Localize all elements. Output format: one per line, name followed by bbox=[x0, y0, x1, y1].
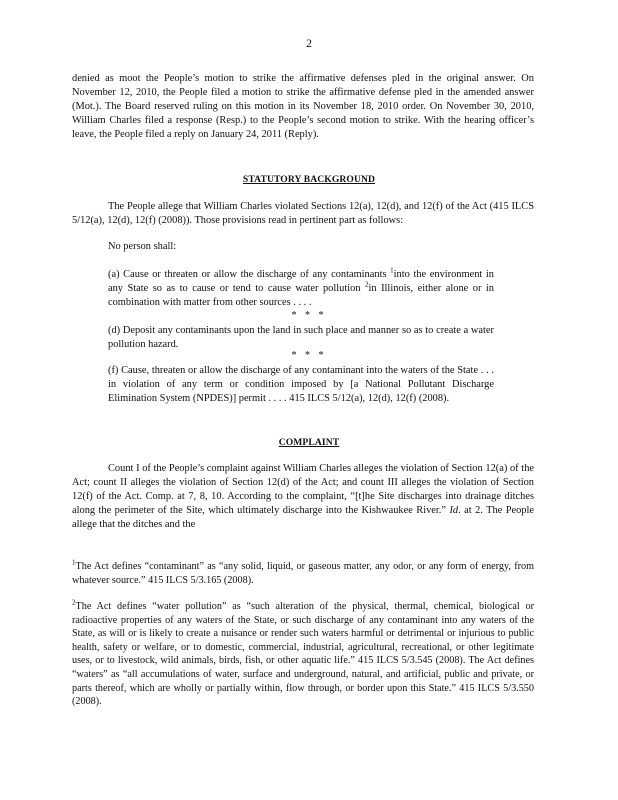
footnote-2 bbox=[72, 600, 534, 709]
footnote-ref-1: 1 bbox=[390, 266, 394, 275]
quote-a-text-2: into the environment in any State so as to cause or tend to cause water pollution bbox=[108, 269, 494, 294]
quote-subsection-f: (f) Cause, threaten or allow the discharge of any contaminant into the waters of the State . . . in violation of any term or condition imposed by [a National Pollutant Discharge Elimination System (NPDES)] permit . . . . 415 ILCS 5/12(a), 12(d), 12(f) (2008). bbox=[108, 365, 494, 404]
complaint-text-1: Count I of the People’s complaint against William Charles alleges the violation of Section 12(a) of the Act; count II alleges the violation of Section 12(d) of the Act; and count III alleges the violation of Section 12(f) of the Act. Comp. at 7, 8, 10. According to the complaint, “[t]he Site discharges into drainage ditches along the perimeter of the Site, which ultimately discharge into the Kishwaukee River.” bbox=[72, 463, 534, 516]
footnote-1 bbox=[72, 560, 534, 587]
quote-subsection-d: (d) Deposit any contaminants upon the land in such place and manner so as to create a water pollution hazard. bbox=[108, 325, 494, 350]
footnote-ref-2: 2 bbox=[365, 280, 369, 289]
footnote-1-mark: 1 bbox=[72, 558, 76, 567]
complaint-id-cite: Id bbox=[449, 504, 459, 516]
complaint-paragraph bbox=[72, 462, 534, 532]
no-person-line: No person shall: bbox=[108, 241, 177, 252]
section-stars-1: * * * bbox=[291, 310, 327, 321]
heading-statutory-background: STATUTORY BACKGROUND bbox=[242, 174, 376, 185]
intro-paragraph: denied as moot the People’s motion to strike the affirmative defenses pled in the original answer. On November 12, 2010, the People filed a motion to strike the affirmative defense pled in the amended answer (Mot.). The Board reserved ruling on this motion in its November 18, 2010 order. On November 30, 2010, William Charles filed a response (Resp.) to the People’s second motion to strike. With the hearing officer’s leave, the People filed a reply on January 24, 2011 (Reply). bbox=[72, 73, 534, 140]
page-number: 2 bbox=[306, 36, 312, 50]
quote-a-text-1: (a) Cause or threaten or allow the discharge of any contaminants bbox=[108, 269, 387, 280]
footnote-2-text: The Act defines “water pollution” as “such alteration of the physical, thermal, chemical, biological or radioactive properties of any waters of the State, or such discharge of any contaminant into any waters of the State, as will or is likely to create a nuisance or render such waters harmful or detrimental or injurious to public health, safety or welfare, or to domestic, commercial, industrial, agricultural, recreational, or other legitimate uses, or to livestock, wild animals, birds, fish, or other aquatic life.” 415 ILCS 5/3.545 (2008). The Act defines “waters” as “all accumulations of water, surface and underground, natural, and artificial, public and private, or parts thereof, which are wholly or partially within, flow through, or border upon this State.” 415 ILCS 5/3.550 (2008). bbox=[72, 601, 534, 708]
complaint-text-2: . at 2. The People allege that the ditches and the bbox=[72, 504, 534, 530]
footnote-1-text: The Act defines “contaminant” as “any solid, liquid, or gaseous matter, any odor, or any form of energy, from whatever source.” 415 ILCS 5/3.165 (2008). bbox=[72, 561, 534, 586]
quote-subsection-a bbox=[108, 268, 494, 310]
section-stars-2: * * * bbox=[291, 350, 327, 361]
statutory-paragraph: The People allege that William Charles violated Sections 12(a), 12(d), and 12(f) of the Act (415 ILCS 5/12(a), 12(d), 12(f) (2008)). Those provisions read in pertinent part as follows: bbox=[72, 201, 534, 226]
heading-complaint: COMPLAINT bbox=[278, 437, 340, 448]
quote-a-text-3: in Illinois, either alone or in combination with matter from other sources . . . . bbox=[108, 282, 494, 308]
footnote-2-mark: 2 bbox=[72, 598, 76, 607]
